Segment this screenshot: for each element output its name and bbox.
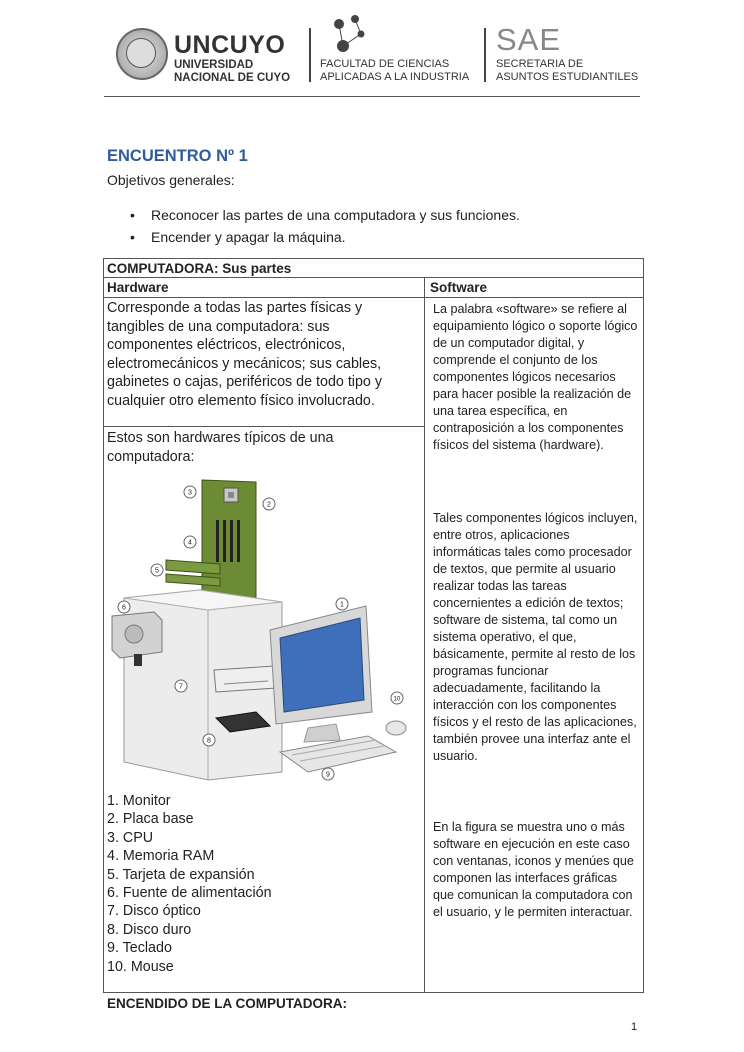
- faculty-name: FACULTAD DE CIENCIAS APLICADAS A LA INDUSTRIA: [320, 58, 470, 83]
- column-divider: [424, 278, 425, 992]
- list-item: 9. Teclado: [107, 940, 172, 957]
- software-heading: Software: [430, 280, 488, 295]
- header-separator: [309, 28, 311, 82]
- page-number: 1: [631, 1021, 638, 1033]
- row-divider: [104, 426, 424, 427]
- faculty-dots-logo: [319, 12, 379, 58]
- list-item: 5. Tarjeta de expansión: [107, 866, 255, 883]
- objectives-list: [130, 204, 520, 248]
- objective-item: • Reconocer las partes de una computadora y sus funciones.: [130, 204, 520, 226]
- table-title: COMPUTADORA: Sus partes: [104, 259, 643, 278]
- hardware-parts-list: [107, 792, 272, 976]
- sae-logo: SAE: [496, 22, 562, 57]
- header-separator: [484, 28, 486, 82]
- sae-name: SECRETARIA DE ASUNTOS ESTUDIANTILES: [496, 58, 639, 83]
- callout-10: 10: [393, 696, 401, 703]
- computer-parts-illustration: [104, 474, 424, 792]
- objective-item: • Encender y apagar la máquina.: [130, 226, 520, 248]
- list-item: 2. Placa base: [107, 811, 194, 828]
- callout-3: 3: [188, 489, 192, 497]
- callout-7: 7: [179, 683, 183, 691]
- callout-4: 4: [188, 539, 192, 547]
- university-subtitle: UNIVERSIDAD NACIONAL DE CUYO: [174, 59, 291, 84]
- list-item: 3. CPU: [107, 829, 154, 846]
- university-name: UNCUYO: [174, 31, 286, 59]
- list-item: 1. Monitor: [107, 793, 171, 809]
- callout-9: 9: [326, 771, 330, 779]
- objectives-label: Objetivos generales:: [107, 172, 235, 188]
- section-heading: ENCENDIDO DE LA COMPUTADORA:: [107, 996, 347, 1011]
- hardware-typical-intro: Estos son hardwares típicos de una computadora:: [107, 430, 334, 465]
- university-seal-logo: [116, 28, 168, 80]
- computer-parts-table: [103, 258, 644, 993]
- callout-8: 8: [207, 737, 211, 745]
- list-item: 8. Disco duro: [107, 921, 192, 938]
- callout-6: 6: [122, 604, 126, 612]
- list-item: 4. Memoria RAM: [107, 848, 215, 865]
- software-paragraph: Tales componentes lógicos incluyen, entre otros, aplicaciones informáticas tales como procesador de textos, que permite al usuario realizar todas las tareas concernientes a edición de textos; software de sistema, tal como un sistema operativo, el que, básicamente, permite al resto de los programas funcionar adecuadamente, facilitando la interacción con los componentes físicos y el resto de las aplicaciones, también provee una interfaz ante el usuario.: [433, 511, 638, 763]
- list-item: 7. Disco óptico: [107, 903, 201, 920]
- list-item: 10. Mouse: [107, 958, 174, 975]
- hardware-definition: Corresponde a todas las partes físicas y tangibles de una computadora: sus componentes eléctricos, electrónicos, electromecánicos y mecánicos; sus cables, gabinetes o cajas, periféricos de todo tipo y cualquier otro elemento físico involucrado.: [107, 300, 382, 409]
- list-item: 6. Fuente de alimentación: [107, 885, 272, 902]
- page-header: [104, 12, 640, 97]
- callout-2: 2: [267, 501, 271, 509]
- header-divider: [104, 297, 643, 298]
- hardware-heading: Hardware: [107, 280, 169, 295]
- software-paragraph: La palabra «software» se refiere al equipamiento lógico o soporte lógico de un computador digital, y comprende el conjunto de los componentes lógicos necesarios para hacer posible la realización de una tarea específica, en contraposición a los componentes físicos del sistema (hardware).: [433, 302, 638, 452]
- page-title: ENCUENTRO Nº 1: [107, 147, 248, 165]
- software-paragraph: En la figura se muestra uno o más software en ejecución en este caso con ventanas, iconos y menúes que componen las interfaces gráficas que comunican la computadora con el usuario, y le permiten interactuar.: [433, 820, 634, 919]
- callout-5: 5: [155, 567, 159, 575]
- callout-1: 1: [340, 601, 344, 609]
